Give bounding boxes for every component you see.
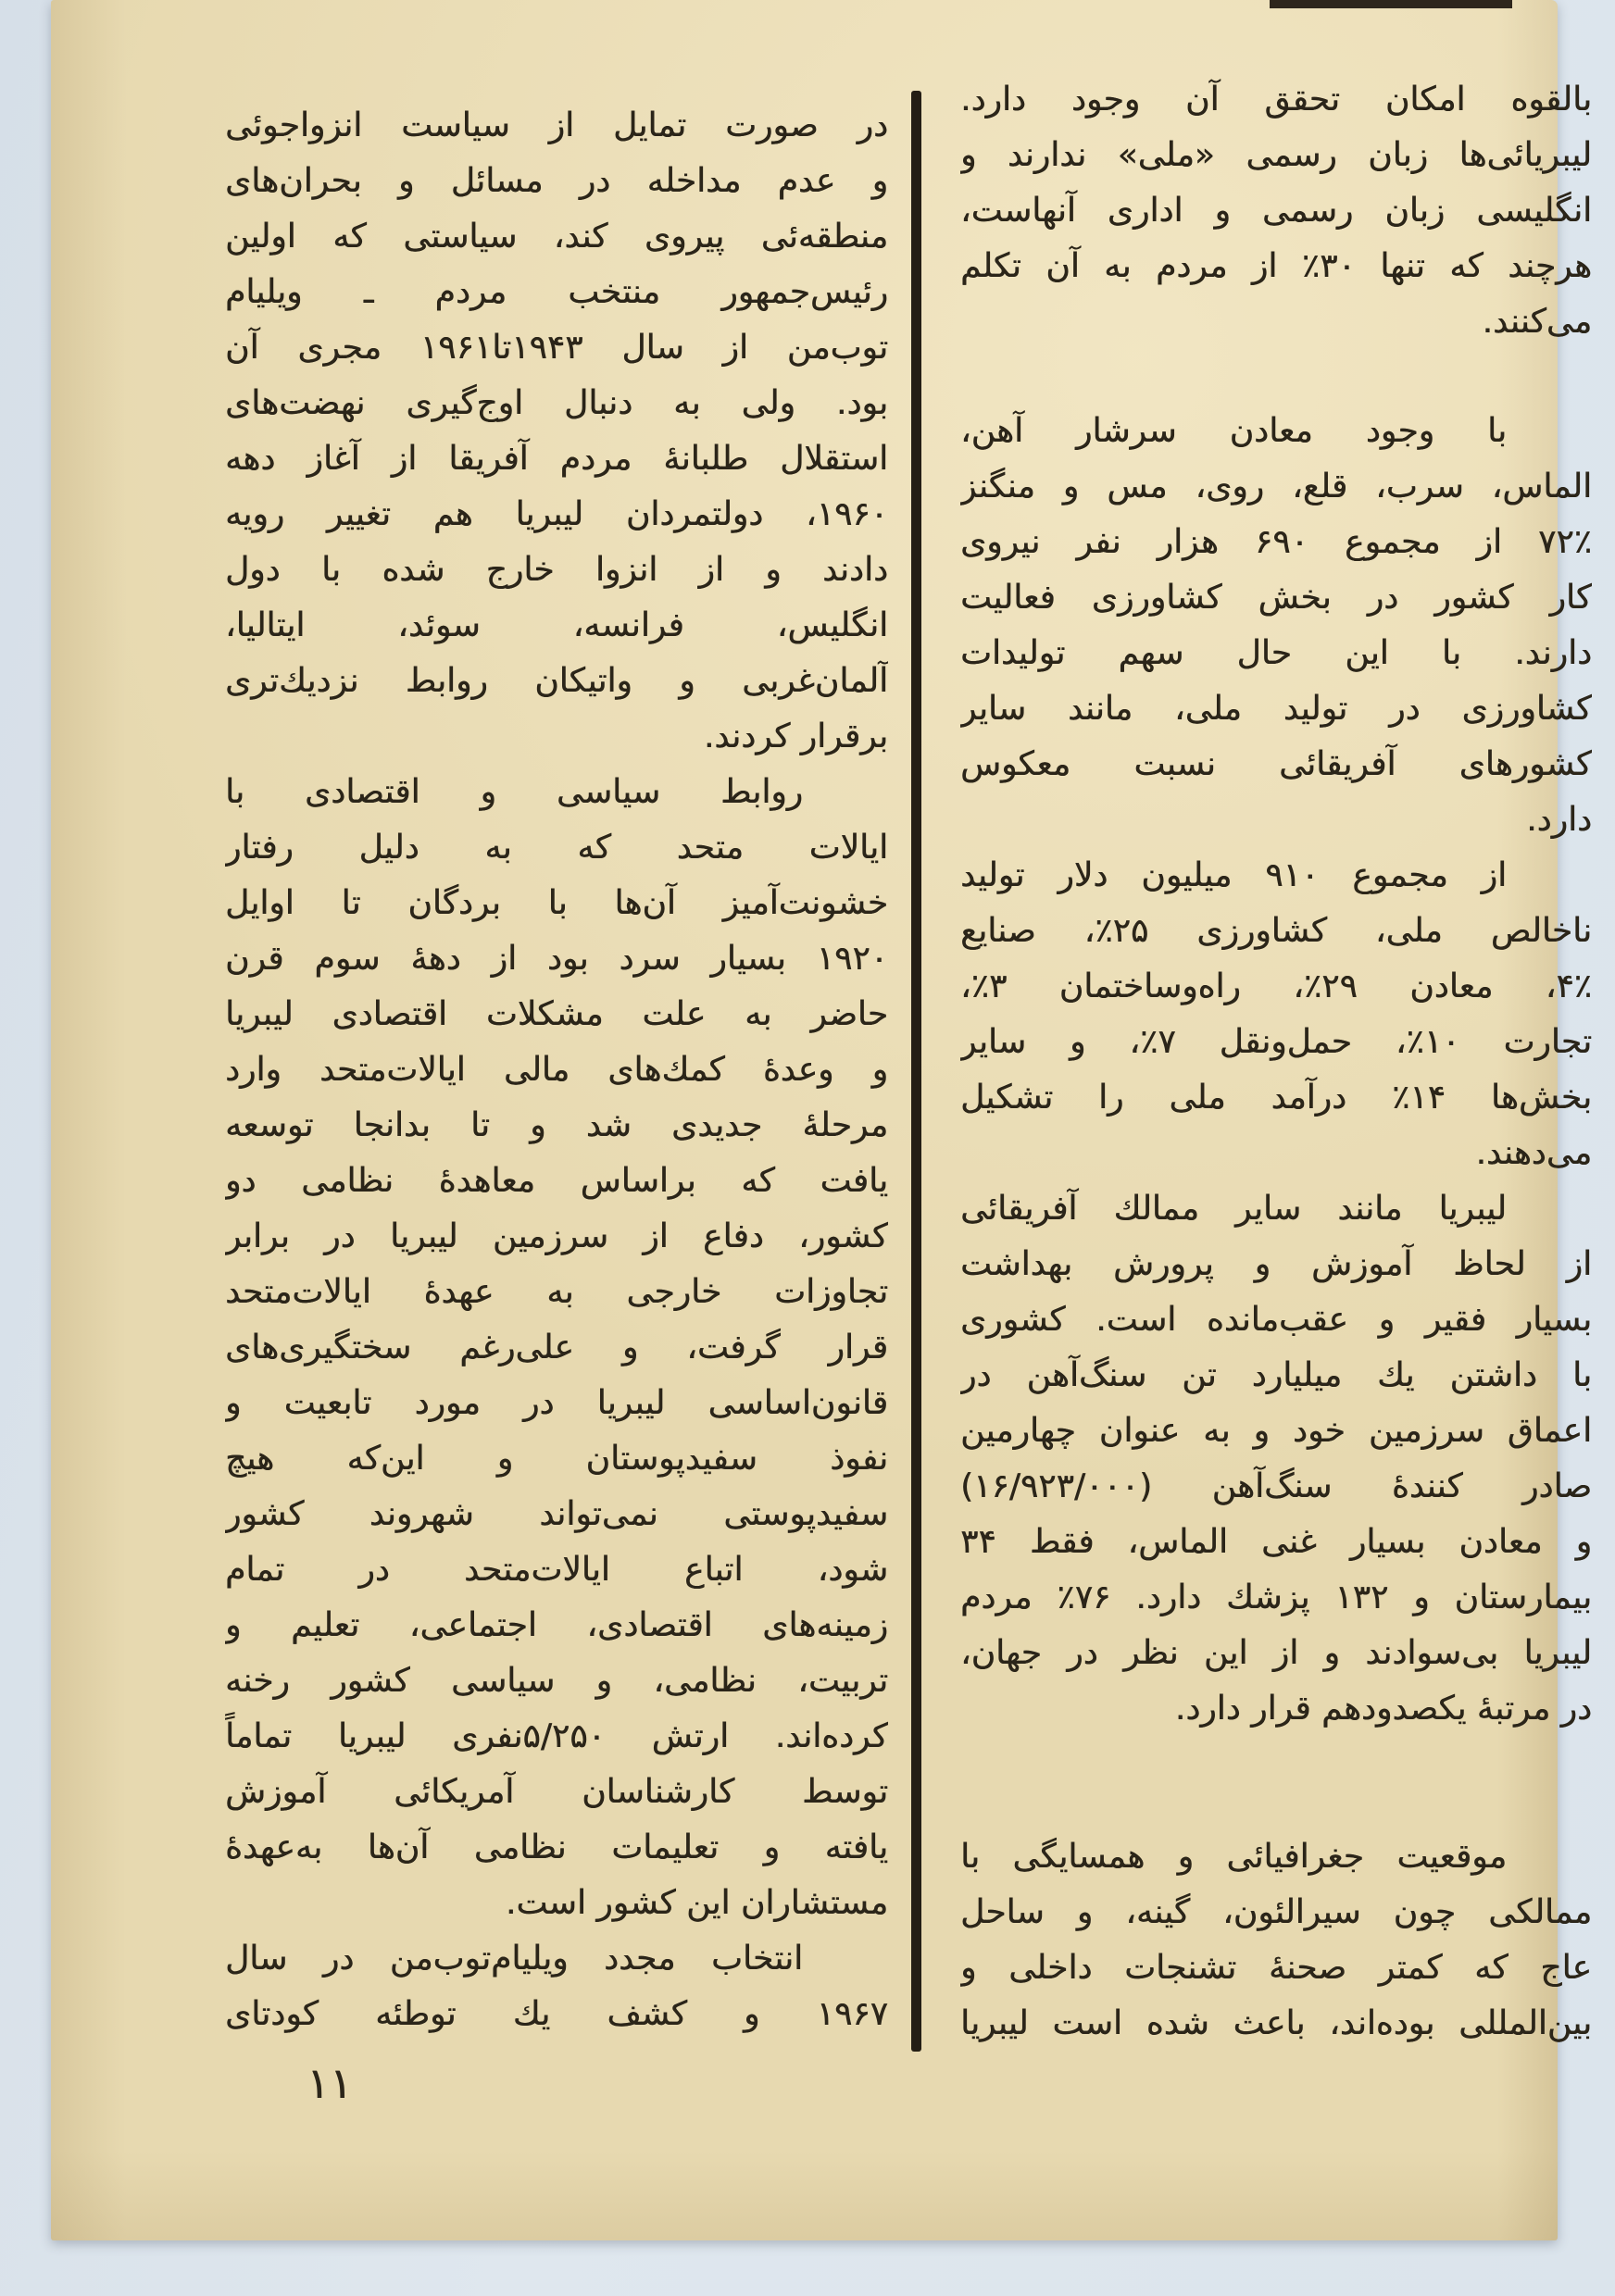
text-line: اعماق سرزمین خود و به عنوان چهارمین [960, 1412, 1592, 1450]
page-number: ۱۱ [307, 2058, 353, 2108]
text-line: کشور، دفاع از سرزمین لیبریا در برابر [225, 1217, 888, 1255]
text-line: مرحلهٔ جدیدی شد و تا بدانجا توسعه [225, 1106, 888, 1144]
paragraph [960, 1181, 1592, 1737]
text-line: صادر کنندهٔ سنگ‌آهن (۱۶/۹۲۳/۰۰۰) [960, 1467, 1592, 1505]
text-line: توسط کارشناسان آمریکائی آموزش [225, 1773, 888, 1811]
paragraph [225, 1931, 888, 2042]
text-line: انگلیس، فرانسه، سوئد، ایتالیا، [225, 606, 888, 644]
column-left [225, 98, 888, 2042]
text-line: تجاوزات خارجی به عهدهٔ ایالات‌متحد [225, 1273, 888, 1311]
text-line: مستشاران این کشور است. [505, 1884, 888, 1922]
text-line: در صورت تمایل از سیاست انزواجوئی [225, 106, 888, 144]
text-line: الماس، سرب، قلع، روی، مس و منگنز [960, 468, 1592, 505]
text-line: بخش‌ها ۱۴٪ درآمد ملی را تشکیل [960, 1079, 1592, 1117]
text-line: با داشتن یك میلیارد تن سنگ‌آهن در [960, 1356, 1592, 1394]
text-line: لیبریائی‌ها زبان رسمی «ملی» ندارند و [960, 136, 1592, 174]
text-line: ۱۹۶۷ و کشف یك توطئه کودتای [225, 1995, 888, 2033]
text-line: ۴٪، معادن ۲۹٪، راه‌وساختمان ۳٪، [960, 967, 1592, 1005]
text-line: از مجموع ۹۱۰ میلیون دلار تولید [960, 856, 1508, 894]
text-line: قرار گرفت، و علی‌رغم سختگیری‌های [225, 1329, 888, 1366]
text-line: انگلیسی زبان رسمی و اداری آنهاست، [960, 192, 1592, 230]
text-line: استقلال طلبانهٔ مردم آفریقا از آغاز دهه [225, 440, 888, 478]
binding-edge-strip [1270, 0, 1512, 8]
text-line: ایالات متحد که به دلیل رفتار [225, 829, 888, 867]
text-line: بین‌المللی بوده‌اند، باعث شده است لیبریا [960, 2004, 1592, 2042]
text-line: موقعیت جغرافیائی و همسایگی با [960, 1838, 1507, 1876]
text-line: کشاورزی در تولید ملی، مانند سایر [960, 690, 1592, 728]
text-line: یافته و تعلیمات نظامی آن‌ها به‌عهدهٔ [225, 1828, 888, 1866]
page [51, 0, 1592, 2240]
paragraph [960, 848, 1592, 1181]
text-line: روابط سیاسی و اقتصادی با [225, 773, 803, 811]
text-line: می‌دهند. [1475, 1134, 1592, 1172]
text-line: سفیدپوستی نمی‌تواند شهروند کشور [225, 1495, 888, 1533]
text-line: تجارت ۱۰٪، حمل‌ونقل ۷٪، و سایر [960, 1023, 1592, 1061]
text-line: می‌کنند. [1482, 303, 1592, 341]
text-line: بسیار فقیر و عقب‌مانده است. کشوری [960, 1301, 1592, 1339]
text-line: ممالکی چون سیرالئون، گینه، و ساحل [960, 1893, 1592, 1931]
text-line: کرده‌اند. ارتش ۵/۲۵۰نفری لیبریا تماماً [225, 1717, 888, 1755]
text-line: توب‌من از سال ۱۹۴۳تا۱۹۶۱ مجری آن [225, 329, 888, 367]
text-line: با وجود معادن سرشار آهن، [960, 412, 1507, 450]
text-line: لیبریا بی‌سوادند و از این نظر در جهان، [960, 1634, 1592, 1672]
text-line: لیبریا مانند سایر ممالك آفریقائی [960, 1190, 1507, 1228]
text-line: انتخاب مجدد ویلیام‌توب‌من در سال [225, 1940, 803, 1978]
text-line: و معادن بسیار غنی الماس، فقط ۳۴ [960, 1523, 1592, 1561]
text-line: کار کشور در بخش کشاورزی فعالیت [960, 579, 1592, 617]
text-line: ۱۹۲۰ بسیار سرد بود از دههٔ سوم قرن [225, 940, 888, 978]
text-line: ۷۲٪ از مجموع ۶۹۰ هزار نفر نیروی [960, 523, 1592, 561]
text-line: و عدم مداخله در مسائل و بحران‌های [225, 162, 888, 200]
text-line: کشورهای آفریقائی نسبت معکوس [960, 745, 1592, 783]
text-line: هرچند که تنها ۳۰٪ از مردم به آن تکلم [960, 247, 1592, 285]
text-line: بیمارستان و ۱۳۲ پزشك دارد. ۷۶٪ مردم [960, 1578, 1592, 1616]
text-line: عاج که کمتر صحنهٔ تشنجات داخلی و [960, 1949, 1592, 1987]
text-line: منطقه‌ئی پیروی کند، سیاستی که اولین [225, 218, 888, 256]
text-line: و وعدهٔ کمك‌های مالی ایالات‌متحد وارد [225, 1051, 888, 1089]
text-line: شود، اتباع ایالات‌متحد در تمام [225, 1551, 888, 1589]
column-right [960, 72, 1592, 2052]
text-line: تربیت، نظامی، و سیاسی کشور رخنه [225, 1662, 888, 1700]
text-line: حاضر به علت مشکلات اقتصادی لیبریا [225, 995, 888, 1033]
column-divider [911, 91, 921, 2052]
text-line: یافت که براساس معاهدهٔ نظامی دو [225, 1162, 888, 1200]
text-line: نفوذ سفیدپوستان و این‌که هیچ [225, 1440, 888, 1478]
text-line: بالقوه امکان تحقق آن وجود دارد. [960, 81, 1592, 119]
paragraph [225, 765, 888, 1931]
text-line: قانون‌اساسی لیبریا در مورد تابعیت و [225, 1384, 888, 1422]
text-line: ناخالص ملی، کشاورزی ۲۵٪، صنایع [960, 912, 1592, 950]
text-line: دادند و از انزوا خارج شده با دول [225, 551, 888, 589]
paragraph [960, 1829, 1592, 2052]
text-line: از لحاظ آموزش و پرورش بهداشت [960, 1245, 1592, 1283]
text-line: خشونت‌آمیز آن‌ها با بردگان تا اوایل [225, 884, 888, 922]
text-line: برقرار کردند. [703, 718, 888, 755]
paragraph [225, 98, 888, 765]
text-line: دارد. [1526, 801, 1592, 839]
paragraph [960, 72, 1592, 350]
text-line: زمینه‌های اقتصادی، اجتماعی، تعلیم و [225, 1606, 888, 1644]
text-line: دارند. با این حال سهم تولیدات [960, 634, 1592, 672]
text-line: رئیس‌جمهور منتخب مردم ـ ویلیام [225, 273, 888, 311]
text-line: آلمان‌غربی و واتیکان روابط نزدیك‌تری [225, 662, 888, 700]
text-line: ۱۹۶۰، دولتمردان لیبریا هم تغییر رویه [225, 495, 888, 533]
text-line: در مرتبهٔ یکصدودهم قرار دارد. [1174, 1690, 1592, 1728]
paragraph [960, 404, 1592, 848]
text-line: بود. ولی به دنبال اوج‌گیری نهضت‌های [225, 384, 888, 422]
